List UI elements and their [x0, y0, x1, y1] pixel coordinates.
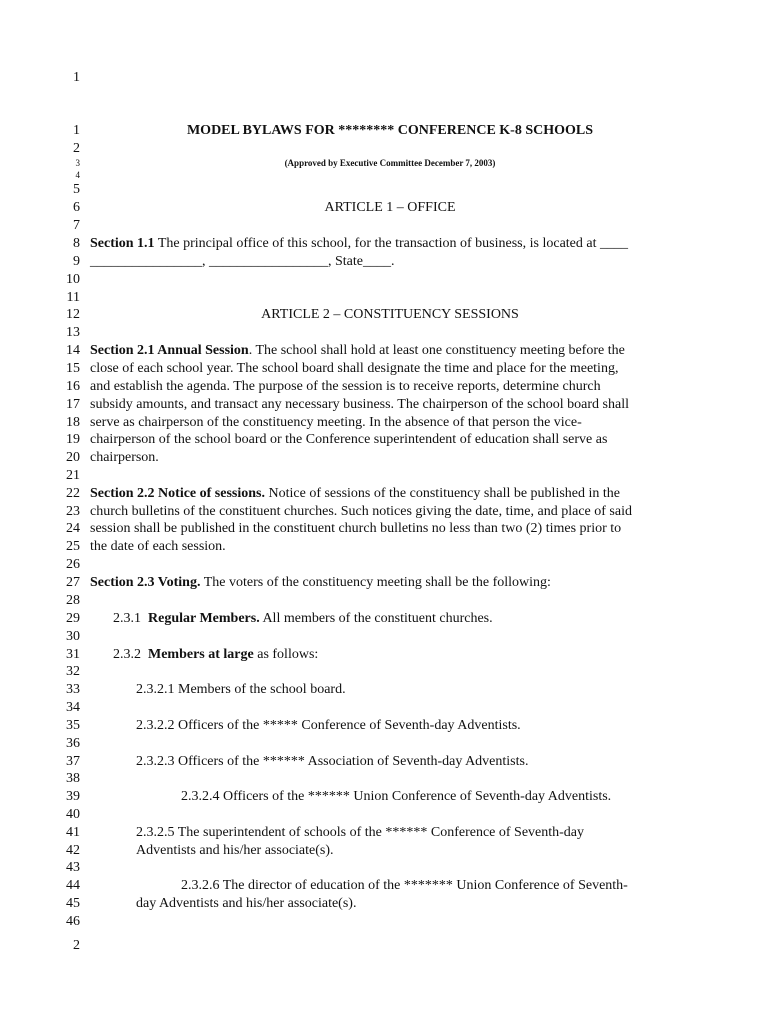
line-number: 12: [66, 307, 80, 322]
section-2-2-line-1: Section 2.2 Notice of sessions. Notice of sessions of the constituency shall be published in the: [90, 486, 620, 501]
section-2-3-line: Section 2.3 Voting. The voters of the constituency meeting shall be the following:: [90, 575, 551, 590]
section-2-2-line: the date of each session.: [90, 539, 226, 554]
section-2-3-2: 2.3.2 Members at large as follows:: [113, 647, 319, 662]
line-number: 45: [66, 896, 80, 911]
line-number: 4: [75, 170, 80, 180]
line-number: 31: [66, 647, 80, 662]
section-2-2-line: church bulletins of the constituent churches. Such notices giving the date, time, and place of said: [90, 504, 632, 519]
section-2-1-line: close of each school year. The school board shall designate the time and place for the meeting,: [90, 361, 619, 376]
line-number: 3: [75, 158, 80, 168]
line-number: 1: [73, 123, 80, 138]
line-number: 2: [73, 141, 80, 156]
section-2-3-2-6-line-1: 2.3.2.6 The director of education of the ******* Union Conference of Seventh-: [181, 878, 628, 893]
line-number: 9: [73, 254, 80, 269]
line-number: 13: [66, 325, 80, 340]
article-1-heading: ARTICLE 1 – OFFICE: [324, 200, 456, 215]
section-2-2-line: session shall be published in the constituent church bulletins no less than two (2) times prior to: [90, 521, 622, 536]
line-number: 17: [66, 397, 80, 412]
line-number: 10: [66, 272, 80, 287]
line-number: 43: [66, 860, 80, 875]
section-2-1-line: chairperson.: [90, 450, 159, 465]
line-number: 42: [66, 843, 80, 858]
section-2-2-label: Section 2.2 Notice of sessions.: [90, 486, 265, 501]
line-number: 38: [66, 771, 80, 786]
line-number: 21: [66, 468, 80, 483]
line-number: 14: [66, 343, 80, 358]
line-number: 29: [66, 611, 80, 626]
line-number: 36: [66, 736, 80, 751]
line-number: 24: [66, 521, 80, 536]
line-number: 44: [66, 878, 80, 893]
line-number: 20: [66, 450, 80, 465]
section-2-1-line: and establish the agenda. The purpose of the session is to receive reports, determine church: [90, 379, 601, 394]
line-number: 8: [73, 236, 80, 251]
section-2-3-1: 2.3.1 Regular Members. All members of the constituent churches.: [113, 611, 493, 626]
section-1-1-label: Section 1.1: [90, 236, 155, 251]
section-2-3-2-6-line-2: day Adventists and his/her associate(s).: [136, 896, 357, 911]
line-number: 22: [66, 486, 80, 501]
section-2-1-line: subsidy amounts, and transact any necessary business. The chairperson of the school board shall: [90, 397, 629, 412]
section-2-3-2-5-line-2: Adventists and his/her associate(s).: [136, 843, 334, 858]
section-1-1-line-1: Section 1.1 The principal office of this school, for the transaction of business, is located at ____: [90, 236, 628, 251]
line-number: 35: [66, 718, 80, 733]
line-number: 5: [73, 182, 80, 197]
line-number: 7: [73, 218, 80, 233]
page-number-top: 1: [73, 70, 80, 85]
section-2-3-2-5-line-1: 2.3.2.5 The superintendent of schools of the ****** Conference of Seventh-day: [136, 825, 585, 840]
section-2-3-2-3: 2.3.2.3 Officers of the ****** Association of Seventh-day Adventists.: [136, 754, 529, 769]
section-2-1-line: serve as chairperson of the constituency meeting. In the absence of that person the vice-: [90, 415, 582, 430]
line-number: 37: [66, 754, 80, 769]
line-number: 18: [66, 415, 80, 430]
line-number: 6: [73, 200, 80, 215]
line-number: 32: [66, 664, 80, 679]
line-number: 28: [66, 593, 80, 608]
approval-note: (Approved by Executive Committee December 7, 2003): [284, 158, 496, 168]
line-number: 46: [66, 914, 80, 929]
page-number-bottom: 2: [73, 938, 80, 953]
section-2-3-2-2: 2.3.2.2 Officers of the ***** Conference of Seventh-day Adventists.: [136, 718, 521, 733]
line-number: 39: [66, 789, 80, 804]
section-2-1-line: chairperson of the school board or the Conference superintendent of education shall serve as: [90, 432, 608, 447]
line-number: 15: [66, 361, 80, 376]
section-2-3-2-4: 2.3.2.4 Officers of the ****** Union Conference of Seventh-day Adventists.: [181, 789, 612, 804]
line-number: 33: [66, 682, 80, 697]
section-2-1-line-1: Section 2.1 Annual Session. The school shall hold at least one constituency meeting before the: [90, 343, 625, 358]
line-number: 19: [66, 432, 80, 447]
line-number: 11: [66, 290, 80, 305]
line-number: 34: [66, 700, 80, 715]
line-number: 27: [66, 575, 80, 590]
section-1-1-line-2: ________________, _________________, State____.: [90, 254, 395, 269]
line-number: 25: [66, 539, 80, 554]
line-number: 30: [66, 629, 80, 644]
line-number: 40: [66, 807, 80, 822]
section-2-1-label: Section 2.1 Annual Session: [90, 343, 249, 358]
section-2-3-2-1: 2.3.2.1 Members of the school board.: [136, 682, 346, 697]
document-title: MODEL BYLAWS FOR ******** CONFERENCE K-8 SCHOOLS: [186, 123, 594, 138]
line-number: 26: [66, 557, 80, 572]
section-2-3-label: Section 2.3 Voting.: [90, 575, 201, 590]
line-number: 23: [66, 504, 80, 519]
line-number: 16: [66, 379, 80, 394]
article-2-heading: ARTICLE 2 – CONSTITUENCY SESSIONS: [261, 307, 519, 322]
line-number: 41: [66, 825, 80, 840]
